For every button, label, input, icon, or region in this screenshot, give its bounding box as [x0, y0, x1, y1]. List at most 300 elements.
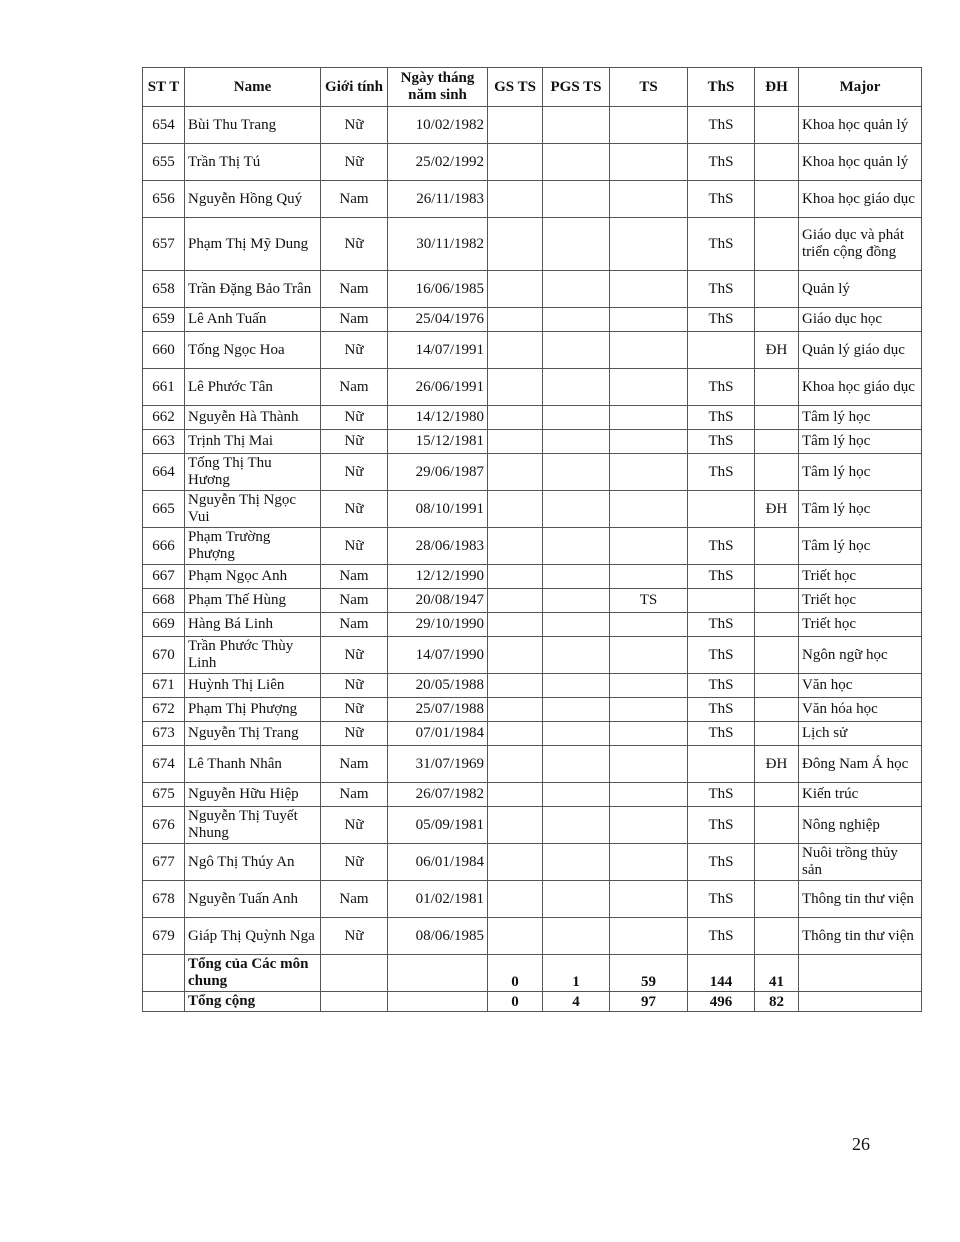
cell-gender: Nam	[321, 589, 388, 613]
cell-gender: Nam	[321, 783, 388, 807]
table-row	[143, 271, 922, 308]
cell-ths: ThS	[688, 406, 755, 430]
cell-stt: 662	[143, 406, 185, 430]
cell-gender: Nữ	[321, 491, 388, 528]
cell-ths: ThS	[688, 918, 755, 955]
header-major: Major	[799, 68, 922, 107]
cell-pgsts	[543, 144, 610, 181]
cell-gender: Nữ	[321, 528, 388, 565]
cell-dob: 05/09/1981	[388, 807, 488, 844]
cell-gsts	[488, 430, 543, 454]
cell-pgsts	[543, 107, 610, 144]
cell-gsts	[488, 844, 543, 881]
cell-stt	[143, 992, 185, 1012]
cell-gender: Nữ	[321, 144, 388, 181]
cell-gsts	[488, 746, 543, 783]
subtotal-ths: 144	[688, 955, 755, 992]
cell-ths: ThS	[688, 637, 755, 674]
cell-name: Nguyễn Tuấn Anh	[185, 881, 321, 918]
table-row	[143, 613, 922, 637]
cell-major: Khoa học giáo dục	[799, 369, 922, 406]
cell-ts	[610, 807, 688, 844]
table-row	[143, 637, 922, 674]
grand-total-gsts: 0	[488, 992, 543, 1012]
cell-ts	[610, 430, 688, 454]
cell-pgsts	[543, 454, 610, 491]
cell-major: Nông nghiệp	[799, 807, 922, 844]
cell-gsts	[488, 491, 543, 528]
cell-gsts	[488, 637, 543, 674]
cell-gsts	[488, 783, 543, 807]
cell-gender: Nữ	[321, 674, 388, 698]
cell-dh	[755, 308, 799, 332]
cell-gender: Nữ	[321, 406, 388, 430]
cell-major: Quản lý	[799, 271, 922, 308]
cell-ts	[610, 271, 688, 308]
cell-gsts	[488, 674, 543, 698]
cell-ths: ThS	[688, 844, 755, 881]
cell-dob	[388, 955, 488, 992]
cell-dh	[755, 807, 799, 844]
header-dob: Ngày tháng năm sinh	[388, 68, 488, 107]
cell-ths: ThS	[688, 308, 755, 332]
cell-dob: 14/07/1990	[388, 637, 488, 674]
cell-gender: Nữ	[321, 107, 388, 144]
cell-gsts	[488, 406, 543, 430]
cell-dob: 14/12/1980	[388, 406, 488, 430]
cell-major: Quản lý giáo dục	[799, 332, 922, 369]
cell-pgsts	[543, 881, 610, 918]
cell-name: Trần Thị Tú	[185, 144, 321, 181]
cell-major: Triết học	[799, 565, 922, 589]
cell-dob: 26/07/1982	[388, 783, 488, 807]
cell-dh	[755, 844, 799, 881]
cell-major: Khoa học quản lý	[799, 144, 922, 181]
table-row	[143, 881, 922, 918]
cell-name: Trần Đặng Bảo Trân	[185, 271, 321, 308]
cell-stt: 663	[143, 430, 185, 454]
cell-ts	[610, 844, 688, 881]
cell-gsts	[488, 722, 543, 746]
table-row	[143, 565, 922, 589]
table-row	[143, 430, 922, 454]
cell-name: Nguyễn Thị Ngọc Vui	[185, 491, 321, 528]
subtotal-label: Tổng của Các môn chung	[185, 955, 321, 992]
cell-gsts	[488, 807, 543, 844]
cell-pgsts	[543, 722, 610, 746]
cell-dh: ĐH	[755, 332, 799, 369]
cell-gender: Nữ	[321, 722, 388, 746]
cell-stt: 677	[143, 844, 185, 881]
cell-stt: 667	[143, 565, 185, 589]
cell-name: Phạm Thị Phượng	[185, 698, 321, 722]
cell-dh	[755, 430, 799, 454]
cell-name: Trịnh Thị Mai	[185, 430, 321, 454]
table-row	[143, 698, 922, 722]
grand-total-row	[143, 992, 922, 1012]
cell-major: Tâm lý học	[799, 491, 922, 528]
cell-ths: ThS	[688, 698, 755, 722]
cell-gender	[321, 992, 388, 1012]
cell-gsts	[488, 181, 543, 218]
cell-major	[799, 992, 922, 1012]
cell-stt: 657	[143, 218, 185, 271]
cell-dob: 15/12/1981	[388, 430, 488, 454]
cell-ts	[610, 698, 688, 722]
grand-total-dh: 82	[755, 992, 799, 1012]
cell-ts	[610, 308, 688, 332]
cell-ts	[610, 406, 688, 430]
cell-dob: 01/02/1981	[388, 881, 488, 918]
cell-gsts	[488, 881, 543, 918]
cell-ts	[610, 746, 688, 783]
cell-name: Hàng Bá Linh	[185, 613, 321, 637]
table-row	[143, 369, 922, 406]
header-name: Name	[185, 68, 321, 107]
cell-major: Thông tin thư viện	[799, 918, 922, 955]
cell-dob: 06/01/1984	[388, 844, 488, 881]
cell-dh	[755, 528, 799, 565]
cell-dob: 29/06/1987	[388, 454, 488, 491]
cell-dob: 12/12/1990	[388, 565, 488, 589]
cell-gsts	[488, 918, 543, 955]
cell-major: Triết học	[799, 589, 922, 613]
header-ths: ThS	[688, 68, 755, 107]
cell-gender: Nữ	[321, 918, 388, 955]
cell-pgsts	[543, 746, 610, 783]
cell-ts	[610, 528, 688, 565]
cell-dob	[388, 992, 488, 1012]
cell-ths: ThS	[688, 565, 755, 589]
cell-dob: 28/06/1983	[388, 528, 488, 565]
cell-ts	[610, 783, 688, 807]
grand-total-pgsts: 4	[543, 992, 610, 1012]
cell-name: Tống Thị Thu Hương	[185, 454, 321, 491]
cell-pgsts	[543, 308, 610, 332]
cell-name: Nguyễn Thị Tuyết Nhung	[185, 807, 321, 844]
cell-dob: 10/02/1982	[388, 107, 488, 144]
table-row	[143, 218, 922, 271]
cell-gender: Nam	[321, 565, 388, 589]
cell-dh	[755, 181, 799, 218]
cell-ths: ThS	[688, 674, 755, 698]
table-row	[143, 308, 922, 332]
cell-dh	[755, 698, 799, 722]
cell-ths: ThS	[688, 271, 755, 308]
header-pgsts: PGS TS	[543, 68, 610, 107]
cell-ts	[610, 491, 688, 528]
cell-major: Ngôn ngữ học	[799, 637, 922, 674]
cell-ts	[610, 637, 688, 674]
cell-major: Đông Nam Á học	[799, 746, 922, 783]
cell-name: Lê Phước Tân	[185, 369, 321, 406]
cell-major: Thông tin thư viện	[799, 881, 922, 918]
cell-stt: 671	[143, 674, 185, 698]
cell-ts	[610, 369, 688, 406]
table-row	[143, 783, 922, 807]
cell-ts	[610, 722, 688, 746]
cell-stt: 674	[143, 746, 185, 783]
cell-major: Văn hóa học	[799, 698, 922, 722]
cell-dh	[755, 271, 799, 308]
cell-name: Bùi Thu Trang	[185, 107, 321, 144]
cell-pgsts	[543, 613, 610, 637]
cell-gsts	[488, 332, 543, 369]
subtotal-row	[143, 955, 922, 992]
cell-ts	[610, 144, 688, 181]
cell-ts	[610, 107, 688, 144]
table-row	[143, 181, 922, 218]
cell-gender: Nam	[321, 881, 388, 918]
cell-pgsts	[543, 218, 610, 271]
cell-gender: Nam	[321, 613, 388, 637]
cell-name: Lê Anh Tuấn	[185, 308, 321, 332]
cell-dob: 14/07/1991	[388, 332, 488, 369]
cell-stt: 656	[143, 181, 185, 218]
cell-name: Ngô Thị Thúy An	[185, 844, 321, 881]
cell-stt: 659	[143, 308, 185, 332]
cell-major: Giáo dục học	[799, 308, 922, 332]
cell-ts: TS	[610, 589, 688, 613]
cell-ths: ThS	[688, 369, 755, 406]
cell-pgsts	[543, 430, 610, 454]
table-row	[143, 844, 922, 881]
cell-stt: 654	[143, 107, 185, 144]
cell-dob: 20/05/1988	[388, 674, 488, 698]
cell-ts	[610, 454, 688, 491]
cell-gsts	[488, 271, 543, 308]
cell-major: Văn học	[799, 674, 922, 698]
table-row	[143, 746, 922, 783]
cell-gender: Nam	[321, 271, 388, 308]
cell-stt: 668	[143, 589, 185, 613]
header-stt: ST T	[143, 68, 185, 107]
cell-name: Phạm Trường Phượng	[185, 528, 321, 565]
cell-ths: ThS	[688, 144, 755, 181]
cell-major: Kiến trúc	[799, 783, 922, 807]
cell-gsts	[488, 589, 543, 613]
cell-ts	[610, 218, 688, 271]
cell-dh	[755, 218, 799, 271]
cell-gsts	[488, 454, 543, 491]
cell-major: Tâm lý học	[799, 430, 922, 454]
cell-name: Huỳnh Thị Liên	[185, 674, 321, 698]
cell-major: Lịch sử	[799, 722, 922, 746]
cell-name: Phạm Ngọc Anh	[185, 565, 321, 589]
page-number: 26	[852, 1134, 870, 1154]
cell-major: Tâm lý học	[799, 406, 922, 430]
table-row	[143, 107, 922, 144]
cell-name: Giáp Thị Quỳnh Nga	[185, 918, 321, 955]
cell-pgsts	[543, 844, 610, 881]
cell-gsts	[488, 218, 543, 271]
cell-ts	[610, 613, 688, 637]
cell-gsts	[488, 613, 543, 637]
cell-stt: 669	[143, 613, 185, 637]
cell-pgsts	[543, 674, 610, 698]
subtotal-dh: 41	[755, 955, 799, 992]
cell-gender: Nữ	[321, 637, 388, 674]
cell-gsts	[488, 144, 543, 181]
cell-name: Trần Phước Thùy Linh	[185, 637, 321, 674]
cell-name: Tống Ngọc Hoa	[185, 332, 321, 369]
cell-major: Triết học	[799, 613, 922, 637]
cell-major: Tâm lý học	[799, 454, 922, 491]
cell-gender: Nam	[321, 181, 388, 218]
header-dh: ĐH	[755, 68, 799, 107]
cell-gsts	[488, 369, 543, 406]
cell-ths: ThS	[688, 722, 755, 746]
table-row	[143, 528, 922, 565]
cell-stt: 670	[143, 637, 185, 674]
cell-ths: ThS	[688, 430, 755, 454]
cell-ths: ThS	[688, 454, 755, 491]
cell-pgsts	[543, 698, 610, 722]
cell-stt: 678	[143, 881, 185, 918]
cell-gender: Nữ	[321, 807, 388, 844]
table-row	[143, 491, 922, 528]
cell-gsts	[488, 107, 543, 144]
cell-pgsts	[543, 783, 610, 807]
grand-total-ts: 97	[610, 992, 688, 1012]
cell-major: Tâm lý học	[799, 528, 922, 565]
cell-ths	[688, 746, 755, 783]
cell-gsts	[488, 308, 543, 332]
cell-pgsts	[543, 181, 610, 218]
subtotal-pgsts: 1	[543, 955, 610, 992]
cell-dob: 31/07/1969	[388, 746, 488, 783]
cell-dh	[755, 107, 799, 144]
header-gender: Giới tính	[321, 68, 388, 107]
cell-ths: ThS	[688, 783, 755, 807]
cell-gender: Nam	[321, 369, 388, 406]
cell-name: Nguyễn Hồng Quý	[185, 181, 321, 218]
cell-pgsts	[543, 528, 610, 565]
cell-stt	[143, 955, 185, 992]
cell-dh	[755, 369, 799, 406]
cell-gsts	[488, 528, 543, 565]
cell-ths: ThS	[688, 218, 755, 271]
cell-major: Giáo dục và phát triển cộng đồng	[799, 218, 922, 271]
cell-pgsts	[543, 332, 610, 369]
cell-ts	[610, 565, 688, 589]
cell-gender: Nam	[321, 308, 388, 332]
header-gsts: GS TS	[488, 68, 543, 107]
cell-pgsts	[543, 637, 610, 674]
cell-stt: 665	[143, 491, 185, 528]
cell-pgsts	[543, 369, 610, 406]
grand-total-label: Tổng cộng	[185, 992, 321, 1012]
cell-name: Nguyễn Thị Trang	[185, 722, 321, 746]
cell-dob: 25/04/1976	[388, 308, 488, 332]
cell-dh	[755, 637, 799, 674]
table-row	[143, 454, 922, 491]
cell-ths: ThS	[688, 881, 755, 918]
table-row	[143, 144, 922, 181]
cell-dob: 08/10/1991	[388, 491, 488, 528]
cell-ths: ThS	[688, 528, 755, 565]
cell-dob: 26/06/1991	[388, 369, 488, 406]
table-row	[143, 674, 922, 698]
cell-major: Nuôi trồng thủy sản	[799, 844, 922, 881]
cell-stt: 664	[143, 454, 185, 491]
cell-dh	[755, 613, 799, 637]
cell-dh	[755, 783, 799, 807]
cell-ths	[688, 491, 755, 528]
table-row	[143, 918, 922, 955]
cell-pgsts	[543, 406, 610, 430]
cell-dh	[755, 674, 799, 698]
cell-name: Phạm Thế Hùng	[185, 589, 321, 613]
cell-dh	[755, 565, 799, 589]
table-row	[143, 406, 922, 430]
cell-stt: 676	[143, 807, 185, 844]
table-header-row	[143, 68, 922, 107]
cell-dob: 20/08/1947	[388, 589, 488, 613]
cell-gender: Nữ	[321, 844, 388, 881]
cell-dh	[755, 722, 799, 746]
cell-gender	[321, 955, 388, 992]
header-ts: TS	[610, 68, 688, 107]
table-row	[143, 722, 922, 746]
cell-major	[799, 955, 922, 992]
cell-dob: 16/06/1985	[388, 271, 488, 308]
cell-dob: 25/07/1988	[388, 698, 488, 722]
cell-dh	[755, 881, 799, 918]
cell-gender: Nữ	[321, 698, 388, 722]
cell-ts	[610, 881, 688, 918]
cell-dob: 25/02/1992	[388, 144, 488, 181]
cell-pgsts	[543, 271, 610, 308]
cell-stt: 666	[143, 528, 185, 565]
cell-gsts	[488, 565, 543, 589]
subtotal-ts: 59	[610, 955, 688, 992]
cell-dh	[755, 406, 799, 430]
cell-major: Khoa học quản lý	[799, 107, 922, 144]
cell-dob: 26/11/1983	[388, 181, 488, 218]
table-row	[143, 589, 922, 613]
cell-gender: Nữ	[321, 454, 388, 491]
cell-dh: ĐH	[755, 746, 799, 783]
cell-pgsts	[543, 589, 610, 613]
cell-dob: 30/11/1982	[388, 218, 488, 271]
cell-ts	[610, 332, 688, 369]
cell-ths: ThS	[688, 107, 755, 144]
cell-gender: Nữ	[321, 218, 388, 271]
table-row	[143, 807, 922, 844]
cell-gender: Nữ	[321, 430, 388, 454]
cell-pgsts	[543, 565, 610, 589]
cell-ts	[610, 918, 688, 955]
cell-name: Nguyễn Hà Thành	[185, 406, 321, 430]
grand-total-ths: 496	[688, 992, 755, 1012]
cell-dob: 29/10/1990	[388, 613, 488, 637]
cell-ths	[688, 589, 755, 613]
cell-major: Khoa học giáo dục	[799, 181, 922, 218]
cell-dh: ĐH	[755, 491, 799, 528]
cell-ths: ThS	[688, 181, 755, 218]
cell-pgsts	[543, 918, 610, 955]
cell-dh	[755, 144, 799, 181]
cell-pgsts	[543, 491, 610, 528]
cell-gender: Nữ	[321, 332, 388, 369]
cell-dob: 07/01/1984	[388, 722, 488, 746]
cell-stt: 655	[143, 144, 185, 181]
cell-name: Nguyễn Hữu Hiệp	[185, 783, 321, 807]
subtotal-gsts: 0	[488, 955, 543, 992]
cell-stt: 675	[143, 783, 185, 807]
cell-ths	[688, 332, 755, 369]
